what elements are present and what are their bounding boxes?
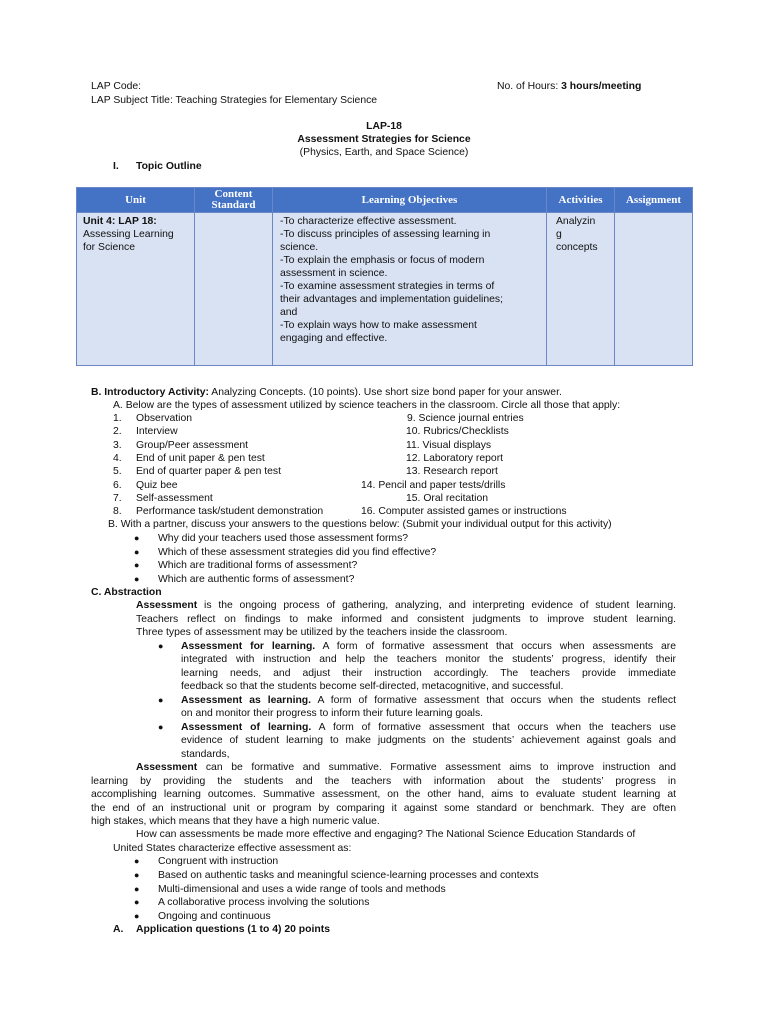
list-item-num: 2. xyxy=(113,426,122,437)
objectives-cell xyxy=(273,213,547,366)
activity-line: concepts xyxy=(556,242,598,253)
objective-line: science. xyxy=(280,242,319,253)
lap-number: LAP-18 xyxy=(366,121,402,132)
topic-outline-num: I. xyxy=(113,161,119,172)
list-item: 14. Pencil and paper tests/drills xyxy=(361,480,506,491)
table-row xyxy=(77,213,693,366)
header-assignment: Assignment xyxy=(615,188,693,213)
type-desc-line: learning needs, and adjust their instruction accordingly. The teachers provide immediate xyxy=(181,668,676,679)
activity-line: Analyzin xyxy=(556,216,596,227)
effective-item: Multi-dimensional and uses a wide range of tools and methods xyxy=(158,884,446,895)
intro-activity-label: B. Introductory Activity: xyxy=(91,387,209,398)
list-item: Quiz bee xyxy=(136,480,178,491)
topic-outline-table xyxy=(76,187,693,366)
page-title: Assessment Strategies for Science xyxy=(297,134,471,145)
list-item-num: 8. xyxy=(113,506,122,517)
list-item: Self-assessment xyxy=(136,493,213,504)
unit-cell xyxy=(77,213,195,366)
type-desc-line: feedback so that the students become self-directed, metacognitive, and successful. xyxy=(181,681,564,692)
effective-item: Congruent with instruction xyxy=(158,856,279,867)
list-item: Group/Peer assessment xyxy=(136,440,249,451)
topic-outline-heading: Topic Outline xyxy=(136,161,202,172)
unit-line: Assessing Learning xyxy=(83,229,174,240)
list-item-num: 4. xyxy=(113,453,122,464)
list-item-num: 1. xyxy=(113,413,122,424)
effective-item: Ongoing and continuous xyxy=(158,911,271,922)
intro-instruction-a: A. Below are the types of assessment utilized by science teachers in the classroom. Circle all those that apply: xyxy=(113,400,621,411)
type-term: Assessment for learning. xyxy=(181,641,316,652)
list-item-num: 3. xyxy=(113,440,122,451)
effective-item: Based on authentic tasks and meaningful science-learning processes and contexts xyxy=(158,870,539,881)
assessment-for-learning xyxy=(181,640,676,653)
list-item: End of unit paper & pen test xyxy=(136,453,265,464)
list-item: 12. Laboratory report xyxy=(406,453,504,464)
abstraction-p3-line2: United States characterize effective assessment as: xyxy=(113,843,352,854)
abstraction-p2-line: the end of an instructional unit or program by comparing it against some standard or benchmark. They are often xyxy=(91,803,676,814)
abstraction-p2-line: learning by providing the students and the teachers with information about the students’ progress in xyxy=(91,776,676,787)
list-item: Performance task/student demonstration xyxy=(136,506,324,517)
unit-title: Unit 4: LAP 18: xyxy=(83,216,157,227)
hours-value: 3 hours/meeting xyxy=(561,81,642,92)
bullet-icon: ● xyxy=(134,533,140,543)
effective-item: A collaborative process involving the solutions xyxy=(158,897,370,908)
type-desc: A form of formative assessment that occurs when assessments are xyxy=(315,641,676,652)
table-header-row xyxy=(77,188,693,213)
activity-line: g xyxy=(556,229,562,240)
abstraction-p1-line3: Three types of assessment may be utilized by the teachers inside the classroom. xyxy=(136,627,508,638)
type-term: Assessment as learning. xyxy=(181,695,312,706)
list-item: End of quarter paper & pen test xyxy=(136,466,281,477)
bullet-icon: ● xyxy=(134,870,140,880)
list-item: 16. Computer assisted games or instructions xyxy=(361,506,567,517)
objective-line: -To discuss principles of assessing learning in xyxy=(280,229,491,240)
type-desc-line: evidence of student learning to make judgments on the students’ achievement against goals and xyxy=(181,735,676,746)
list-item: 9. Science journal entries xyxy=(407,413,524,424)
bullet-icon: ● xyxy=(134,547,140,557)
type-desc-line: standards, xyxy=(181,749,230,760)
abstraction-p3-line1: How can assessments be made more effective and engaging? The National Science Education Standards of xyxy=(136,829,636,840)
assessment-term: Assessment xyxy=(136,762,198,773)
abstraction-p1-line2: Teachers reflect on findings to make informed and consistent judgments to improve student learning. xyxy=(136,614,676,625)
intro-activity-text: Analyzing Concepts. (10 points). Use short size bond paper for your answer. xyxy=(208,387,562,398)
list-item: 11. Visual displays xyxy=(406,440,492,451)
type-term: Assessment of learning. xyxy=(181,722,312,733)
abstraction-p2-line: accomplishing learning outcomes. Summative assessment, on the other hand, aims to evaluate student learning at xyxy=(91,789,676,800)
application-heading: Application questions (1 to 4) 20 points xyxy=(136,924,330,935)
content-standard-cell xyxy=(195,213,273,366)
bullet-icon: ● xyxy=(158,695,164,705)
bullet-icon: ● xyxy=(134,884,140,894)
type-desc-line: integrated with instruction and help the teachers monitor the students’ progress, identify their xyxy=(181,654,676,665)
abstraction-p2-line: high stakes, which means that they have a high numeric value. xyxy=(91,816,380,827)
bullet-icon: ● xyxy=(134,911,140,921)
abstraction-p2-line1 xyxy=(136,761,676,774)
type-desc: A form of formative assessment that occurs when the students reflect xyxy=(311,695,676,706)
objective-line: engaging and effective. xyxy=(280,333,388,344)
bullet-icon: ● xyxy=(158,722,164,732)
question-item: Which are traditional forms of assessment? xyxy=(158,560,358,571)
assignment-cell xyxy=(615,213,693,366)
assessment-term: Assessment xyxy=(136,600,198,611)
hours-label: No. of Hours: xyxy=(497,81,562,92)
objective-line: -To explain ways how to make assessment xyxy=(280,320,477,331)
list-item: 13. Research report xyxy=(406,466,498,477)
abstraction-heading: C. Abstraction xyxy=(91,587,162,598)
p2-rest: can be formative and summative. Formative assessment aims to improve instruction and xyxy=(197,762,676,773)
header-unit: Unit xyxy=(77,188,195,213)
list-item: Interview xyxy=(136,426,178,437)
bullet-icon: ● xyxy=(134,856,140,866)
p1-rest: is the ongoing process of gathering, analyzing, and interpreting evidence of student learning. xyxy=(197,600,676,611)
type-desc-line: on and monitor their progress to inform their future learning goals. xyxy=(181,708,484,719)
header-content-standard: Content Standard xyxy=(195,188,273,213)
bullet-icon: ● xyxy=(134,897,140,907)
list-item: 10. Rubrics/Checklists xyxy=(406,426,509,437)
page-subtitle: (Physics, Earth, and Space Science) xyxy=(299,147,469,158)
bullet-icon: ● xyxy=(158,641,164,651)
subject-title: LAP Subject Title: Teaching Strategies for Elementary Science xyxy=(91,95,378,106)
list-item-num: 6. xyxy=(113,480,122,491)
type-desc: A form of formative assessment that occurs when the teachers use xyxy=(311,722,676,733)
bullet-icon: ● xyxy=(134,574,140,584)
question-item: Which of these assessment strategies did you find effective? xyxy=(158,547,437,558)
question-item: Why did your teachers used those assessment forms? xyxy=(158,533,409,544)
header-activities: Activities xyxy=(547,188,615,213)
intro-activity-line xyxy=(91,386,562,399)
objective-line: and xyxy=(280,307,298,318)
list-item-num: 5. xyxy=(113,466,122,477)
abstraction-p1-line1 xyxy=(136,599,676,612)
hours-line xyxy=(497,80,641,93)
intro-instruction-b: B. With a partner, discuss your answers to the questions below: (Submit your individual output for this activity) xyxy=(108,519,612,530)
application-num: A. xyxy=(113,924,124,935)
unit-line: for Science xyxy=(83,242,135,253)
header-learning-objectives: Learning Objectives xyxy=(273,188,547,213)
objective-line: -To explain the emphasis or focus of modern xyxy=(280,255,485,266)
assessment-of-learning xyxy=(181,721,676,734)
objective-line: their advantages and implementation guidelines; xyxy=(280,294,503,305)
lap-code-label: LAP Code: xyxy=(91,81,142,92)
activities-cell xyxy=(547,213,615,366)
objective-line: -To examine assessment strategies in terms of xyxy=(280,281,495,292)
bullet-icon: ● xyxy=(134,560,140,570)
objective-line: -To characterize effective assessment. xyxy=(280,216,457,227)
list-item: Observation xyxy=(136,413,193,424)
question-item: Which are authentic forms of assessment? xyxy=(158,574,355,585)
assessment-as-learning xyxy=(181,694,676,707)
list-item: 15. Oral recitation xyxy=(406,493,489,504)
list-item-num: 7. xyxy=(113,493,122,504)
objective-line: assessment in science. xyxy=(280,268,388,279)
